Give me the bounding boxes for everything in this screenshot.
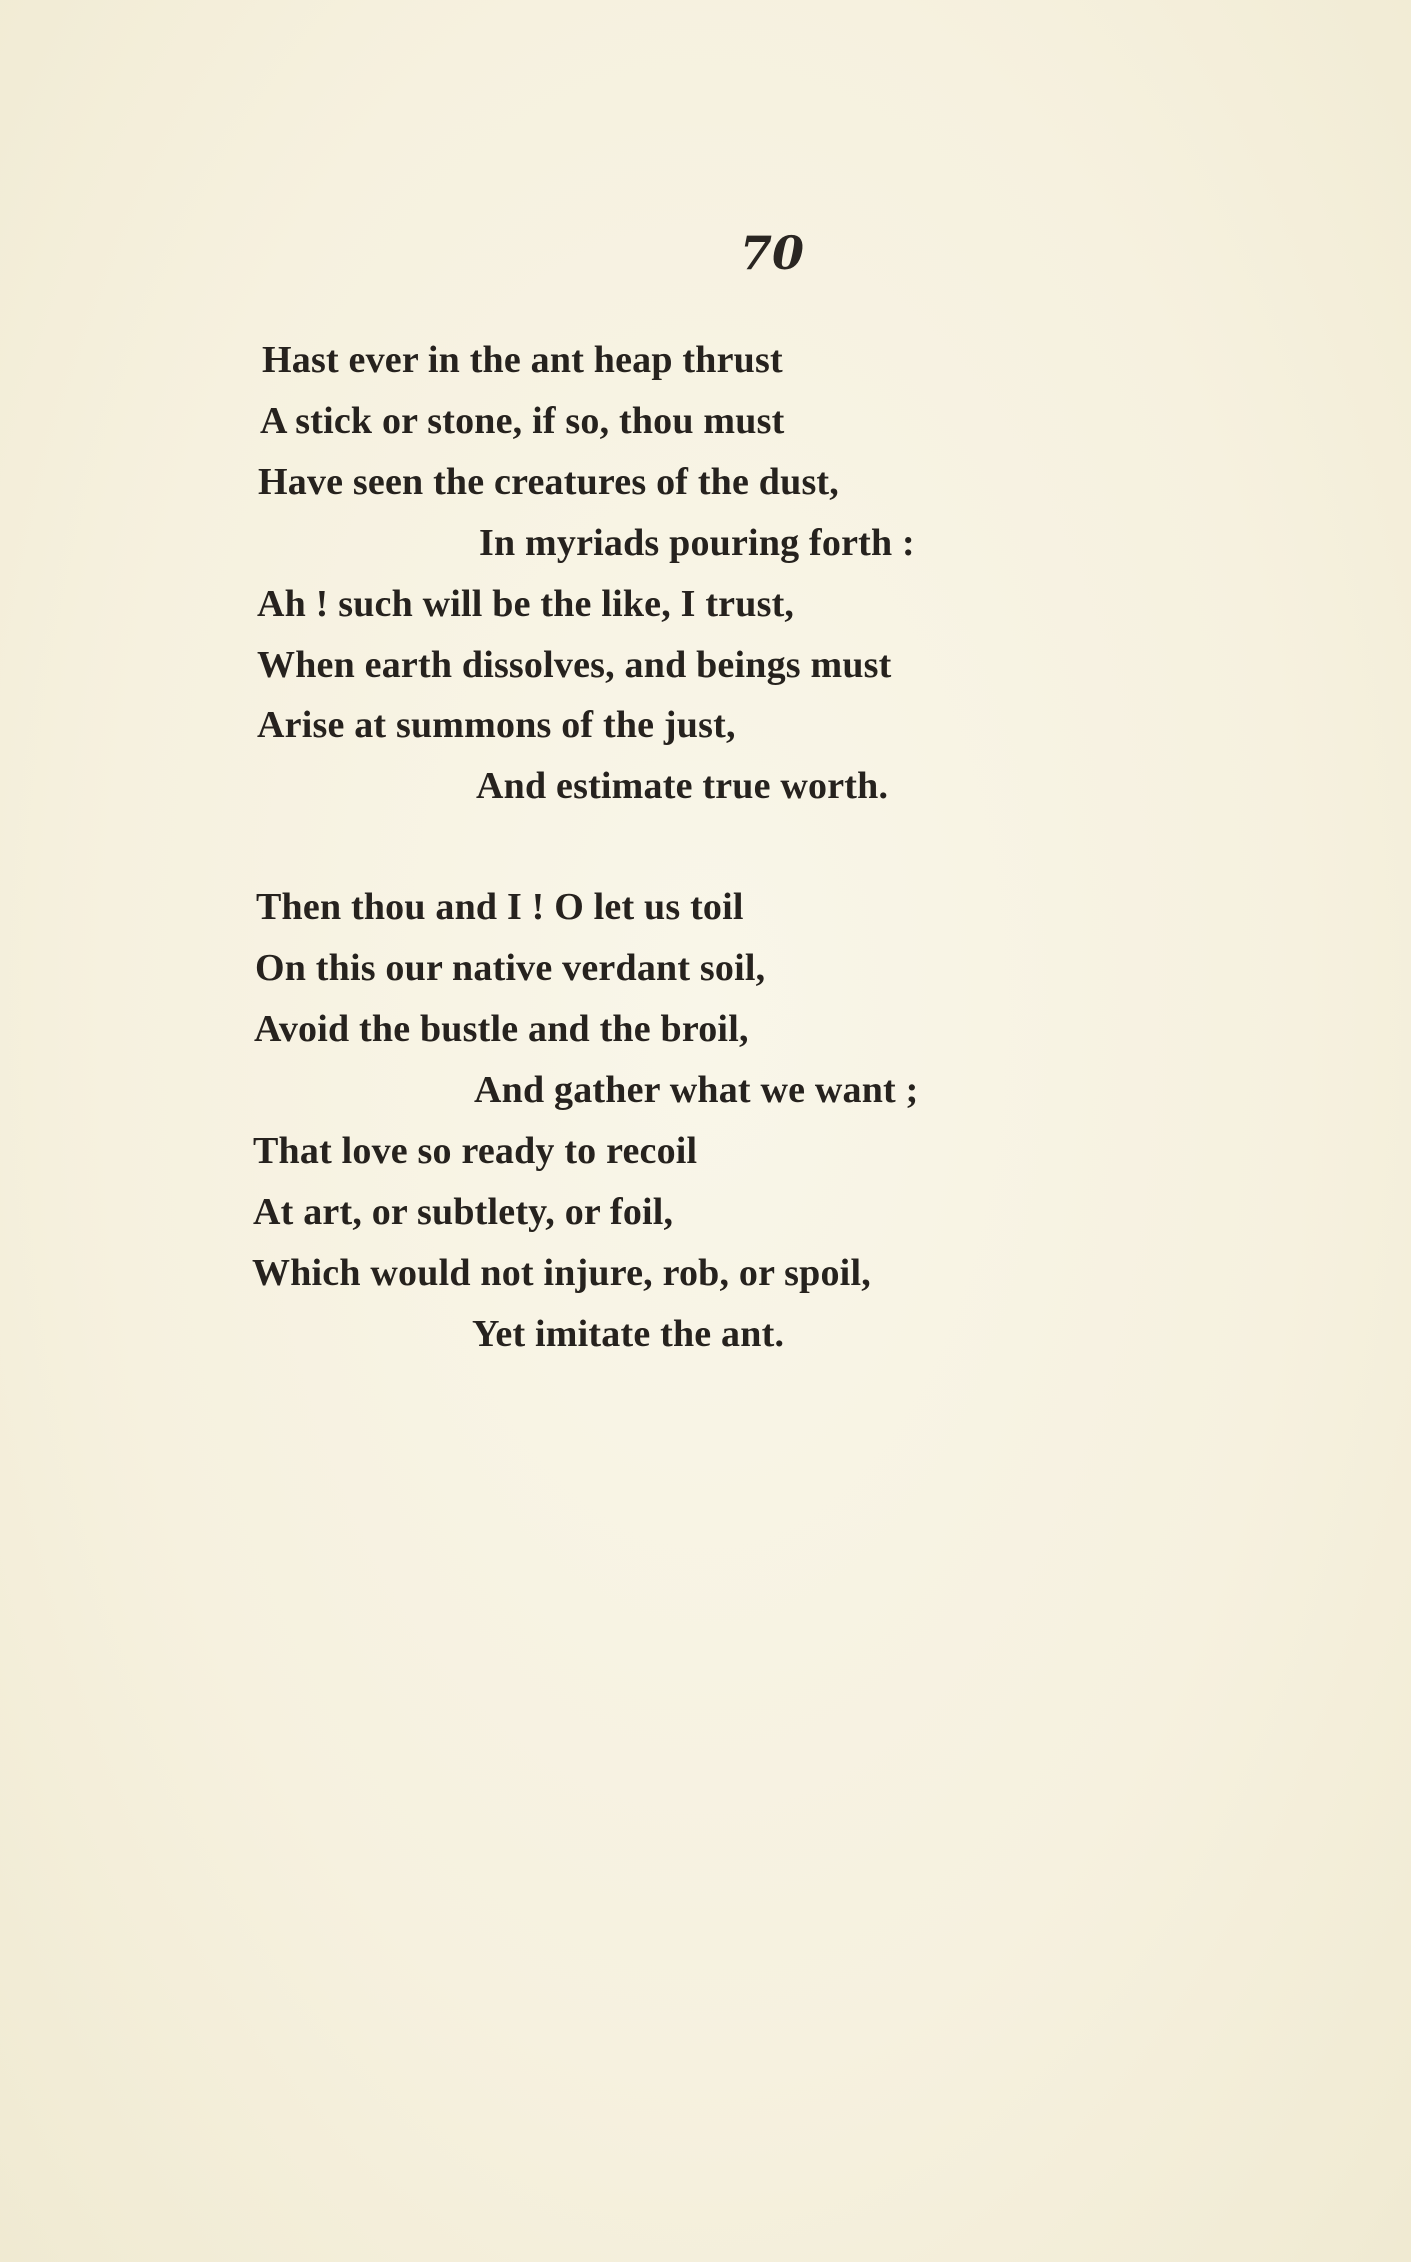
verse-line-indented: Yet imitate the ant. — [472, 1313, 785, 1355]
verse-line-indented: And estimate true worth. — [476, 765, 889, 807]
verse-line: A stick or stone, if so, thou must — [260, 400, 785, 442]
verse-line: At art, or subtlety, or foil, — [253, 1191, 674, 1233]
verse-line-indented: And gather what we want ; — [474, 1069, 919, 1111]
page-number: 70 — [740, 226, 805, 280]
verse-line: That love so ready to recoil — [253, 1130, 698, 1172]
verse-line: Hast ever in the ant heap thrust — [262, 339, 783, 381]
verse-line: Avoid the bustle and the broil, — [254, 1008, 749, 1050]
verse-line-indented: In myriads pouring forth : — [479, 522, 915, 564]
verse-line: Have seen the creatures of the dust, — [258, 461, 839, 503]
verse-line: Then thou and I ! O let us toil — [256, 886, 744, 928]
verse-line: When earth dissolves, and beings must — [257, 644, 892, 686]
verse-line: Ah ! such will be the like, I trust, — [257, 583, 795, 625]
verse-line: Which would not injure, rob, or spoil, — [252, 1252, 871, 1294]
verse-line: On this our native verdant soil, — [255, 947, 766, 989]
verse-line: Arise at summons of the just, — [257, 704, 736, 746]
